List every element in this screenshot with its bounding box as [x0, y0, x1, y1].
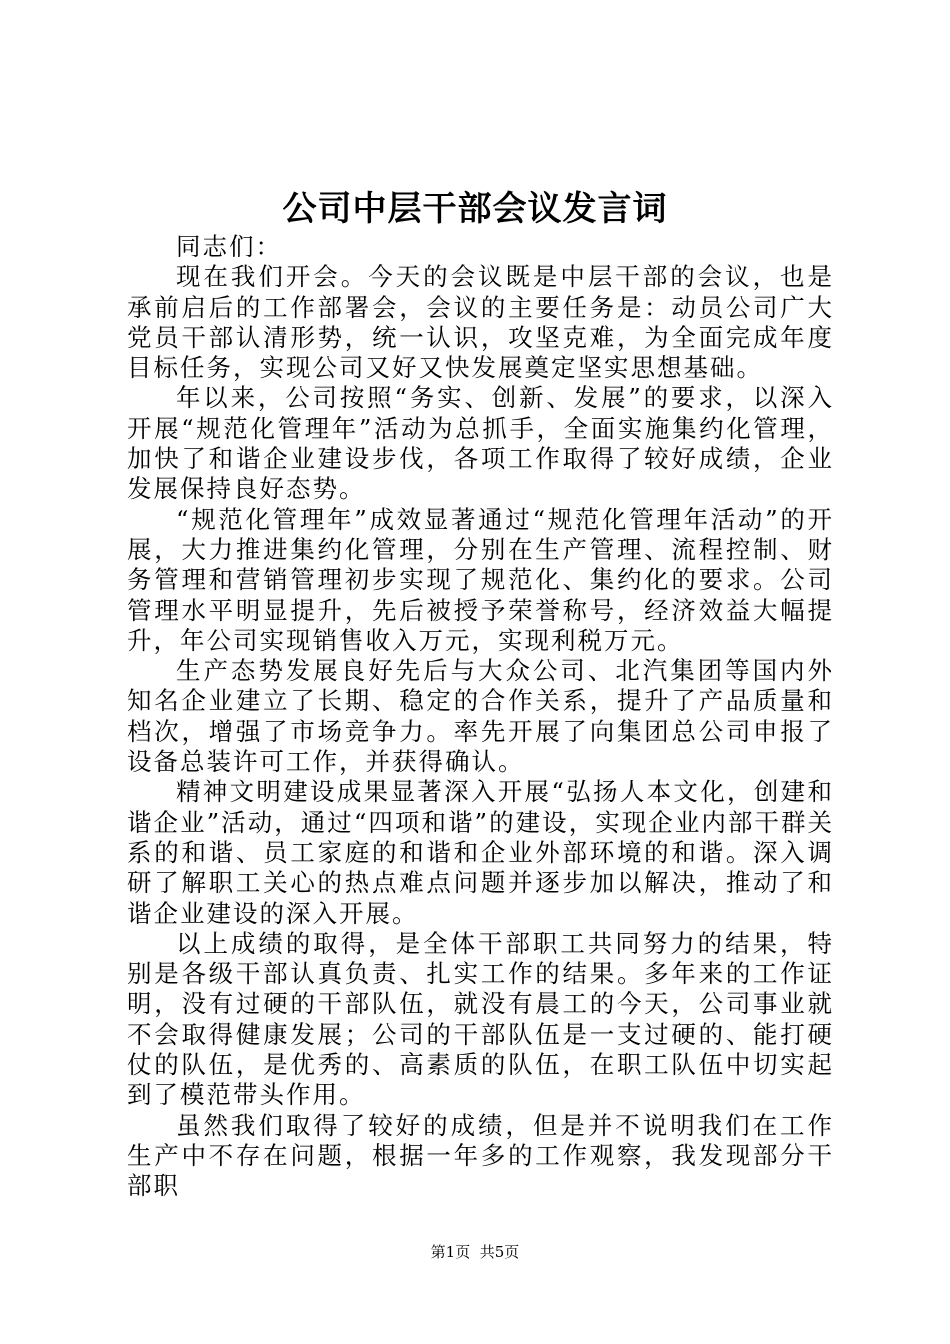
paragraph: 以上成绩的取得，是全体干部职工共同努力的结果，特别是各级干部认真负责、扎实工作的结果。多年来的工作证明，没有过硬的干部队伍，就没有晨工的今天，公司事业就不会取得健康发展；公司的干部队伍是一支过硬的、能打硬仗的队伍，是优秀的、高素质的队伍，在职工队伍中切实起到了模范带头作用。	[127, 928, 834, 1110]
paragraph: 现在我们开会。今天的会议既是中层干部的会议，也是承前启后的工作部署会，会议的主要任务是：动员公司广大党员干部认清形势，统一认识，攻坚克难，为全面完成年度目标任务，实现公司又好又快发展奠定坚实思想基础。	[127, 262, 834, 383]
page-total: 共5页	[479, 1243, 520, 1261]
paragraph: “规范化管理年”成效显著通过“规范化管理年活动”的开展，大力推进集约化管理，分别在生产管理、流程控制、财务管理和营销管理初步实现了规范化、集约化的要求。公司管理水平明显提升，先后被授予荣誉称号，经济效益大幅提升，年公司实现销售收入万元，实现利税万元。	[127, 504, 834, 655]
paragraph: 精神文明建设成果显著深入开展“弘扬人本文化，创建和谐企业”活动，通过“四项和谐”的建设，实现企业内部干群关系的和谐、员工家庭的和谐和企业外部环境的和谐。深入调研了解职工关心的热点难点问题并逐步加以解决，推动了和谐企业建设的深入开展。	[127, 777, 834, 928]
paragraph-salutation: 同志们：	[176, 232, 282, 261]
page-footer	[0, 1242, 950, 1262]
document-title: 公司中层干部会议发言词	[282, 189, 668, 229]
page-number: 第1页	[430, 1243, 471, 1261]
paragraph: 生产态势发展良好先后与大众公司、北汽集团等国内外知名企业建立了长期、稳定的合作关系，提升了产品质量和档次，增强了市场竞争力。率先开展了向集团总公司申报了设备总装许可工作，并获得确认。	[127, 656, 834, 777]
paragraph: 年以来，公司按照“务实、创新、发展”的要求，以深入开展“规范化管理年”活动为总抓手，全面实施集约化管理，加快了和谐企业建设步伐，各项工作取得了较好成绩，企业发展保持良好态势。	[127, 383, 834, 504]
document-body	[127, 232, 834, 1202]
paragraph: 虽然我们取得了较好的成绩，但是并不说明我们在工作生产中不存在问题，根据一年多的工作观察，我发现部分干部职	[127, 1110, 834, 1201]
